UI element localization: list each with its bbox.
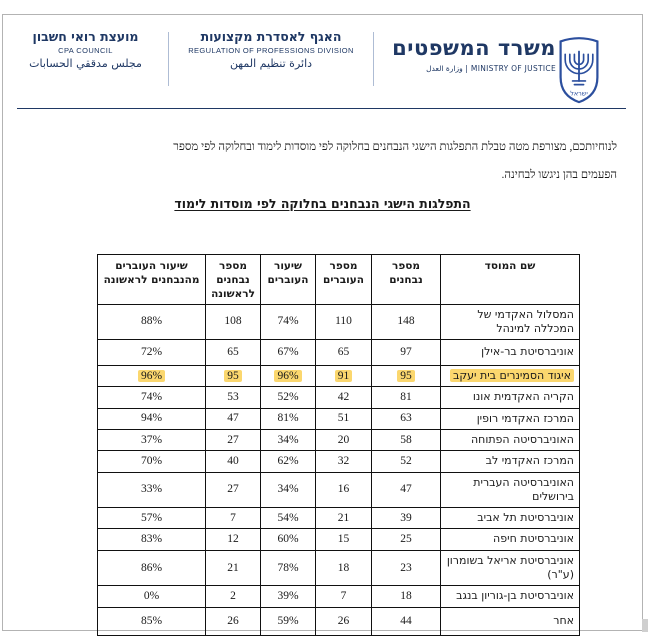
col-first-time: מספר נבחנים לראשונה: [206, 255, 261, 305]
passers-cell: [316, 408, 372, 429]
first-time-rate-cell: [98, 529, 206, 550]
passers-count: 7: [340, 589, 347, 602]
document-page: [2, 14, 643, 631]
pass-rate: 54%: [277, 511, 299, 524]
institution-name: אוניברסיטת תל אביב: [477, 511, 574, 525]
first-time-pass-rate: 70%: [140, 454, 163, 467]
examinees-count: 148: [397, 315, 415, 328]
first-time-count: 2: [230, 589, 236, 602]
page-corner: [642, 619, 648, 632]
col-institution-name: שם המוסד: [441, 255, 580, 305]
pass-rate-cell: [261, 304, 316, 340]
passers-count: 20: [337, 433, 350, 446]
first-time-count: 47: [227, 412, 239, 425]
institution-name: אוניברסיטת בן-גוריון בנגב: [456, 589, 574, 603]
passers-count: 42: [337, 391, 350, 404]
first-time-cell: [206, 387, 261, 408]
first-time-pass-rate: 83%: [140, 533, 163, 546]
passers-count: 16: [337, 483, 350, 496]
passers-cell: [316, 340, 372, 366]
division-name-he: האגף לאסדרת מקצועות: [200, 29, 342, 44]
table-row: [98, 408, 580, 429]
intro-line-2: הפעמים בהן ניגשו לבחינה.: [501, 169, 617, 181]
first-time-pass-rate: 74%: [140, 391, 163, 404]
passers-count: 26: [337, 614, 350, 627]
pass-rate: 34%: [277, 433, 299, 446]
table-row: [98, 429, 580, 450]
institution-name-cell: [441, 529, 580, 550]
col-examinees: מספר נבחנים: [372, 255, 441, 305]
council-brand: [3, 15, 168, 72]
table-header-row: [98, 255, 580, 305]
passers-cell: [316, 451, 372, 472]
first-time-count: 40: [227, 454, 239, 467]
institution-name-cell: [441, 429, 580, 450]
passers-count: 32: [337, 454, 350, 467]
institution-name: אוניברסיטת בר-אילן: [481, 345, 574, 359]
first-time-rate-cell: [98, 472, 206, 508]
division-name-ar: دائرة تنظيم المهن: [229, 57, 313, 71]
examinees-cell: [372, 529, 441, 550]
first-time-cell: [206, 472, 261, 508]
first-time-rate-cell: [98, 408, 206, 429]
examinees-cell: [372, 387, 441, 408]
ministry-brand: [374, 15, 642, 105]
table-row: [98, 304, 580, 340]
table-header: [98, 255, 580, 305]
passers-cell: [316, 607, 372, 635]
israel-emblem-icon: [556, 33, 602, 105]
institution-name-cell: [441, 340, 580, 366]
first-time-cell: [206, 340, 261, 366]
first-time-rate-cell: [98, 387, 206, 408]
first-time-pass-rate: 94%: [140, 412, 163, 425]
institution-name-cell: [441, 472, 580, 508]
pass-rate: 59%: [277, 614, 299, 627]
passers-count: 65: [337, 346, 350, 359]
first-time-count: 21: [227, 561, 239, 574]
first-time-cell: [206, 508, 261, 529]
pass-rate: 96%: [274, 370, 301, 382]
first-time-rate-cell: [98, 304, 206, 340]
first-time-rate-cell: [98, 550, 206, 586]
institution-name-cell: [441, 508, 580, 529]
examinees-cell: [372, 586, 441, 607]
intro-paragraph: [61, 133, 617, 189]
first-time-count: 95: [224, 370, 242, 382]
first-time-rate-cell: [98, 508, 206, 529]
passers-count: 110: [335, 315, 352, 328]
first-time-count: 26: [227, 614, 239, 627]
first-time-pass-rate: 33%: [140, 483, 163, 496]
institution-name-cell: [441, 387, 580, 408]
first-time-pass-rate: 37%: [140, 433, 163, 446]
institution-name: איגוד הסמינרים בית יעקב: [450, 369, 574, 382]
examinees-count: 52: [400, 454, 412, 467]
header-rule: [17, 108, 626, 109]
examinees-count: 25: [400, 533, 412, 546]
first-time-count: 27: [227, 483, 239, 496]
institution-name: אוניברסיטת חיפה: [493, 532, 574, 546]
first-time-rate-cell: [98, 586, 206, 607]
table-row: [98, 607, 580, 635]
institution-name: האוניברסיטה הפתוחה: [470, 432, 574, 446]
institution-name: המסלול האקדמי של המכללה למינהל: [477, 307, 574, 335]
passers-cell: [316, 529, 372, 550]
table-row: [98, 550, 580, 586]
pass-rate: 52%: [277, 391, 299, 404]
first-time-pass-rate: 57%: [140, 511, 163, 524]
passers-cell: [316, 429, 372, 450]
pass-rate: 81%: [277, 412, 299, 425]
first-time-cell: [206, 451, 261, 472]
first-time-rate-cell: [98, 429, 206, 450]
first-time-cell: [206, 607, 261, 635]
pass-rate-cell: [261, 366, 316, 387]
passers-cell: [316, 508, 372, 529]
institution-name: המרכז האקדמי רופין: [476, 411, 574, 425]
first-time-rate-cell: [98, 366, 206, 387]
header-banner: [3, 15, 642, 108]
first-time-rate-cell: [98, 340, 206, 366]
examinees-count: 39: [400, 511, 412, 524]
ministry-text: [392, 37, 556, 73]
institution-name-cell: [441, 586, 580, 607]
examinees-cell: [372, 508, 441, 529]
pass-rate-cell: [261, 408, 316, 429]
council-name-en: CPA COUNCIL: [58, 45, 113, 55]
pass-rate-cell: [261, 529, 316, 550]
emblem-caption: ישראל: [570, 89, 588, 98]
institution-name: הקריה האקדמית אונו: [472, 390, 574, 404]
institution-name: אוניברסיטת אריאל בשומרון (ע"ר): [446, 553, 574, 582]
institution-name-cell: [441, 366, 580, 387]
passers-count: 15: [337, 533, 350, 546]
pass-rate: 62%: [277, 454, 299, 467]
first-time-cell: [206, 408, 261, 429]
pass-rate: 60%: [277, 533, 299, 546]
examinees-cell: [372, 340, 441, 366]
pass-rate-cell: [261, 387, 316, 408]
examinees-count: 23: [400, 561, 412, 574]
passers-count: 18: [337, 561, 350, 574]
passers-count: 91: [335, 370, 353, 382]
passers-cell: [316, 366, 372, 387]
examinees-count: 63: [400, 412, 412, 425]
table-row: [98, 366, 580, 387]
pass-rate: 39%: [277, 589, 299, 602]
col-first-time-rate: שיעור העוברים מהנבחנים לראשונה: [98, 255, 206, 305]
section-title: התפלגות הישגי הנבחנים בחלוקה לפי מוסדות לימוד: [174, 196, 471, 211]
first-time-pass-rate: 85%: [140, 614, 163, 627]
ministry-name-he: משרד המשפטים: [392, 36, 556, 60]
col-pass-rate: שיעור העוברים: [261, 255, 316, 305]
table-row: [98, 529, 580, 550]
first-time-count: 12: [227, 533, 239, 546]
first-time-count: 108: [224, 315, 242, 328]
examinees-cell: [372, 366, 441, 387]
pass-rate: 34%: [277, 483, 299, 496]
institution-name-cell: [441, 550, 580, 586]
pass-rate-cell: [261, 451, 316, 472]
header-divider: [373, 32, 374, 86]
passers-cell: [316, 387, 372, 408]
results-table: [97, 254, 580, 636]
institution-name: אחר: [553, 613, 574, 627]
first-time-pass-rate: 0%: [143, 589, 160, 602]
passers-cell: [316, 304, 372, 340]
institution-name-cell: [441, 304, 580, 340]
examinees-cell: [372, 472, 441, 508]
council-name-he: מועצת רואי חשבון: [32, 29, 139, 44]
examinees-count: 95: [397, 370, 415, 382]
first-time-cell: [206, 366, 261, 387]
table-row: [98, 387, 580, 408]
first-time-cell: [206, 550, 261, 586]
first-time-cell: [206, 586, 261, 607]
first-time-count: 7: [230, 511, 236, 524]
first-time-cell: [206, 429, 261, 450]
table-row: [98, 340, 580, 366]
header-divider: [168, 32, 169, 86]
division-name-en: REGULATION OF PROFESSIONS DIVISION: [188, 45, 354, 55]
pass-rate-cell: [261, 472, 316, 508]
examinees-cell: [372, 607, 441, 635]
passers-cell: [316, 586, 372, 607]
council-name-ar: مجلس مدققي الحسابات: [29, 57, 142, 71]
institution-name: האוניברסיטה העברית בירושלים: [473, 475, 574, 503]
intro-line-1: לנוחיותכם, מצורפת מטה טבלת התפלגות הישגי הנבחנים בחלוקה לפי מוסדות לימוד ובחלוקה לפי מספר: [173, 141, 617, 153]
institution-name: המרכז האקדמי לב: [485, 454, 574, 468]
examinees-count: 81: [400, 391, 412, 404]
institution-name-cell: [441, 607, 580, 635]
examinees-count: 97: [400, 346, 412, 359]
first-time-count: 65: [227, 346, 239, 359]
pass-rate-cell: [261, 607, 316, 635]
table-row: [98, 586, 580, 607]
first-time-cell: [206, 304, 261, 340]
passers-cell: [316, 550, 372, 586]
examinees-cell: [372, 304, 441, 340]
table-row: [98, 508, 580, 529]
examinees-cell: [372, 451, 441, 472]
first-time-rate-cell: [98, 607, 206, 635]
ministry-name-sub: MINISTRY OF JUSTICE | وزارة العدل: [426, 64, 556, 74]
first-time-count: 53: [227, 391, 239, 404]
institution-name-cell: [441, 408, 580, 429]
first-time-cell: [206, 529, 261, 550]
examinees-cell: [372, 408, 441, 429]
examinees-cell: [372, 429, 441, 450]
first-time-pass-rate: 86%: [140, 561, 163, 574]
col-passers: מספר העוברים: [316, 255, 372, 305]
first-time-rate-cell: [98, 451, 206, 472]
passers-count: 21: [337, 511, 350, 524]
table-row: [98, 472, 580, 508]
first-time-pass-rate: 88%: [140, 315, 163, 328]
pass-rate-cell: [261, 429, 316, 450]
first-time-count: 27: [227, 433, 239, 446]
first-time-pass-rate: 96%: [138, 370, 165, 382]
first-time-pass-rate: 72%: [140, 346, 163, 359]
table-row: [98, 451, 580, 472]
examinees-count: 47: [400, 483, 412, 496]
passers-cell: [316, 472, 372, 508]
institution-name-cell: [441, 451, 580, 472]
examinees-count: 44: [400, 614, 412, 627]
pass-rate-cell: [261, 508, 316, 529]
pass-rate-cell: [261, 550, 316, 586]
examinees-count: 18: [400, 589, 412, 602]
examinees-count: 58: [400, 433, 412, 446]
pass-rate-cell: [261, 340, 316, 366]
pass-rate: 74%: [277, 315, 299, 328]
pass-rate: 78%: [277, 561, 299, 574]
pass-rate: 67%: [277, 346, 299, 359]
table-body: [98, 304, 580, 635]
pass-rate-cell: [261, 586, 316, 607]
division-brand: [169, 15, 373, 72]
examinees-cell: [372, 550, 441, 586]
passers-count: 51: [337, 412, 350, 425]
